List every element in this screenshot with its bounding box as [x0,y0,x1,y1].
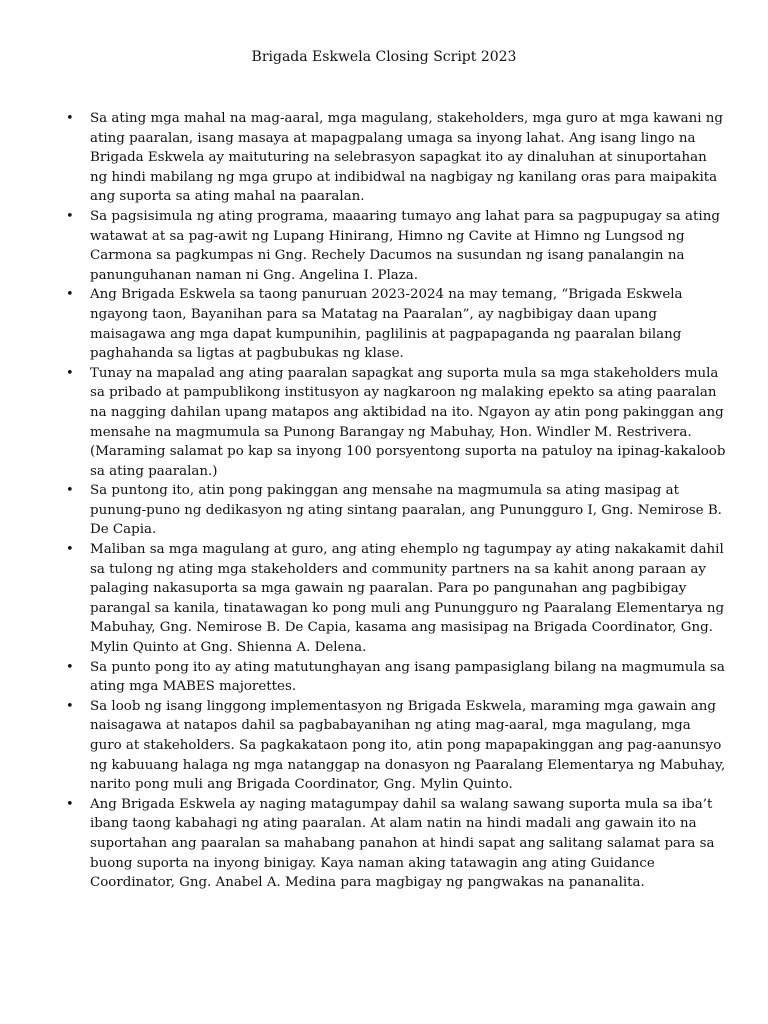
list-item-text: Tunay na mapalad ang ating paaralan sapagkat ang suporta mula sa mga stakeholders mula sa pribado at pampublikong institusyon ay nagkaroon ng malaking epekto sa ating paaralan na nagging dahilan upang matapos ang aktibidad na ito. Ngayon ay atin pong pakinggan ang mensahe na magmumula sa Punong Barangay ng Mabuhay, Hon. Windler M. Restrivera. (Maraming salamat po kap sa inyong 100 porsyentong suporta na patuloy na ipinag-kakaloob sa ating paaralan.) [90,365,726,479]
list-item-text: Sa loob ng isang linggong implementasyon ng Brigada Eskwela, maraming mga gawain ang naisagawa at natapos dahil sa pagbabayanihan ng ating mag-aaral, mga magulang, mga guro at stakeholders. Sa pagkakataon pong ito, atin pong mapapakinggan ang pag-aanunsyo ng kabuuang halaga ng mga natanggap na donasyon ng Paaralang Elementarya ng Mabuhay, narito pong muli ang Brigada Coordinator, Gng. Mylin Quinto. [90,698,726,793]
document-title: Brigada Eskwela Closing Script 2023 [251,49,517,65]
list-item-text: Maliban sa mga magulang at guro, ang ating ehemplo ng tagumpay ay ating nakakamit dahil sa tulong ng ating mga stakeholders and community partners na sa kahit anong paraan ay palaging nakasuporta sa mga gawain ng paaralan. Para po pangunahan ang pagbibigay parangal sa kanila, tinatawagan ko pong muli ang Punungguro ng Paaralang Elementarya ng Mabuhay, Gng. Nemirose B. De Capia, kasama ang masisipag na Brigada Coordinator, Gng. Mylin Quinto at Gng. Shienna A. Delena. [90,542,725,656]
bullet-icon: • [66,483,74,499]
bullet-icon: • [66,208,74,224]
list-item [64,364,726,482]
bullet-icon: • [66,698,74,714]
bullet-icon: • [66,542,74,558]
list-item-text: Sa puntong ito, atin pong pakinggan ang mensahe na magmumula sa ating masipag at punung-puno ng dedikasyon ng ating sintang paaralan, ang Punungguro I, Gng. Nemirose B. De Capia. [90,483,722,538]
list-item [64,285,726,363]
list-item-text: Sa ating mga mahal na mag-aaral, mga magulang, stakeholders, mga guro at mga kawani ng ating paaralan, isang masaya at mapagpalang umaga sa inyong lahat. Ang isang lingo na Brigada Eskwela ay maituturing na selebrasyon sapagkat ito ay dinaluhan at sinuportahan ng hindi mabilang ng mga grupo at indibidwal na nagbigay ng kanilang oras para maipakita ang suporta sa ating mahal na paaralan. [90,111,723,205]
bullet-icon: • [66,796,74,812]
bullet-icon: • [66,287,74,303]
list-item-text: Sa pagsisimula ng ating programa, maaaring tumayo ang lahat para sa pagpupugay sa ating watawat at sa pag-awit ng Lupang Hinirang, Himno ng Cavite at Himno ng Lungsod ng Carmona sa pagkumpas ni Gng. Rechely Dacumos na susundan ng isang panalangin na panunguhanan naman ni Gng. Angelina I. Plaza. [90,208,720,283]
list-item [64,109,726,207]
list-item-text: Ang Brigada Eskwela ay naging matagumpay dahil sa walang sawang suporta mula sa iba’t ibang taong kabahagi ng ating paaralan. At alam natin na hindi madali ang gawain ito na suportahan ang paaralan sa mahabang panahon at hindi sapat ang salitang salamat para sa buong suporta na inyong binigay. Kaya naman aking tatawagin ang ating Guidance Coordinator, Gng. Anabel A. Medina para magbigay ng pangwakas na pananalita. [90,796,715,891]
list-item-text: Sa punto pong ito ay ating matutunghayan ang isang pampasiglang bilang na magmumula sa ating mga MABES majorettes. [90,659,725,695]
list-item [64,207,726,285]
bullet-list [64,109,726,893]
list-item [64,658,726,697]
list-item [64,481,726,540]
list-item-text: Ang Brigada Eskwela sa taong panuruan 2023-2024 na may temang, “Brigada Eskwela ngayong taon, Bayanihan para sa Matatag na Paaralan”, ay nagbibigay daan upang maisagawa ang mga dapat kumpunihin, paglilinis at pagpapaganda ng paaralan bilang paghahanda sa ligtas at pagbubukas ng klase. [90,287,683,362]
bullet-icon: • [66,111,74,126]
bullet-icon: • [66,659,74,675]
list-item [64,697,726,795]
bullet-icon: • [66,365,74,381]
list-item [64,540,726,658]
list-item [64,795,726,893]
